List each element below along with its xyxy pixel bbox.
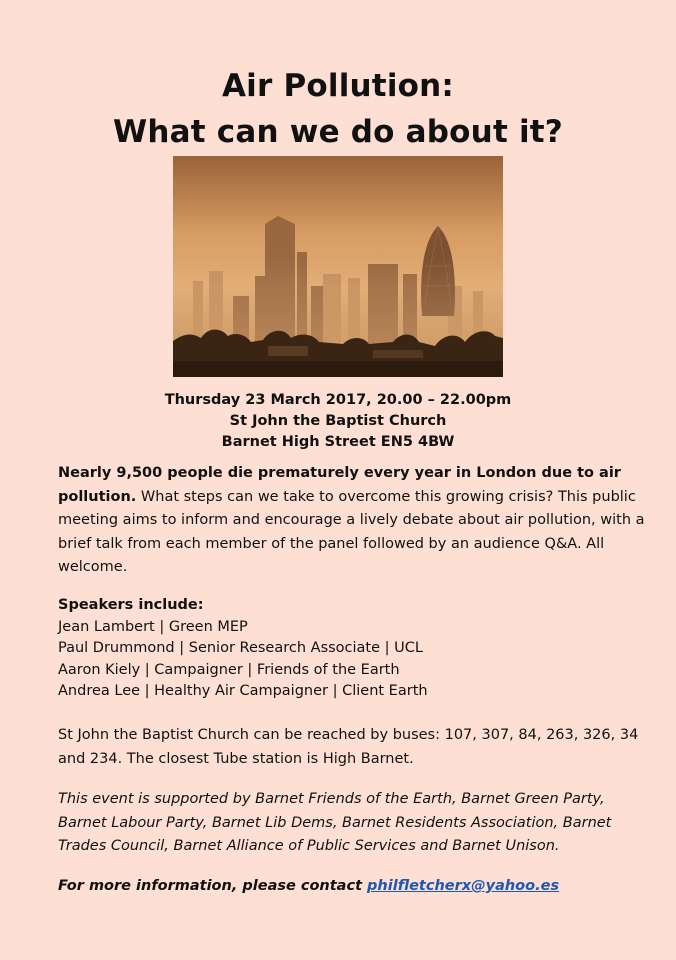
speaker-item: Jean Lambert | Green MEP: [58, 618, 248, 635]
supporters-paragraph: This event is supported by Barnet Friends of the Earth, Barnet Green Party, Barnet Labour Party, Barnet Lib Dems, Barnet Residents Association, Barnet Trades Council, Barnet Alliance of Public Services and Barnet Unison.: [58, 791, 612, 854]
contact-line: [58, 875, 648, 899]
page-title-line-2: What can we do about it?: [112, 114, 563, 150]
event-venue: St John the Baptist Church: [229, 413, 447, 429]
contact-label: For more information, please contact: [58, 878, 368, 894]
intro-body: What steps can we take to overcome this growing crisis? This public meeting aims to inform and encourage a lively debate about air pollution, with a brief talk from each member of the panel followed by an audience Q&A. All welcome.: [58, 488, 645, 575]
speaker-item: Aaron Kiely | Campaigner | Friends of the Earth: [58, 661, 400, 678]
event-address: Barnet High Street EN5 4BW: [221, 434, 455, 450]
event-datetime: Thursday 23 March 2017, 20.00 – 22.00pm: [164, 392, 512, 408]
speakers-heading: Speakers include:: [58, 597, 204, 613]
speakers-section: [58, 595, 648, 703]
london-smog-skyline-photo: [173, 156, 503, 377]
transport-paragraph: St John the Baptist Church can be reached by buses: 107, 307, 84, 263, 326, 34 and 234. The closest Tube station is High Barnet.: [58, 727, 639, 767]
speaker-item: Andrea Lee | Healthy Air Campaigner | Client Earth: [58, 683, 428, 699]
speaker-item: Paul Drummond | Senior Research Associate | UCL: [58, 640, 423, 656]
contact-email-link[interactable]: philfletcherx@yahoo.es: [367, 878, 560, 894]
page-title-line-1: Air Pollution:: [221, 68, 455, 104]
intro-paragraph: [58, 462, 648, 580]
intro-lead: Nearly 9,500 people die prematurely every year in London due to air pollution.: [58, 465, 621, 505]
